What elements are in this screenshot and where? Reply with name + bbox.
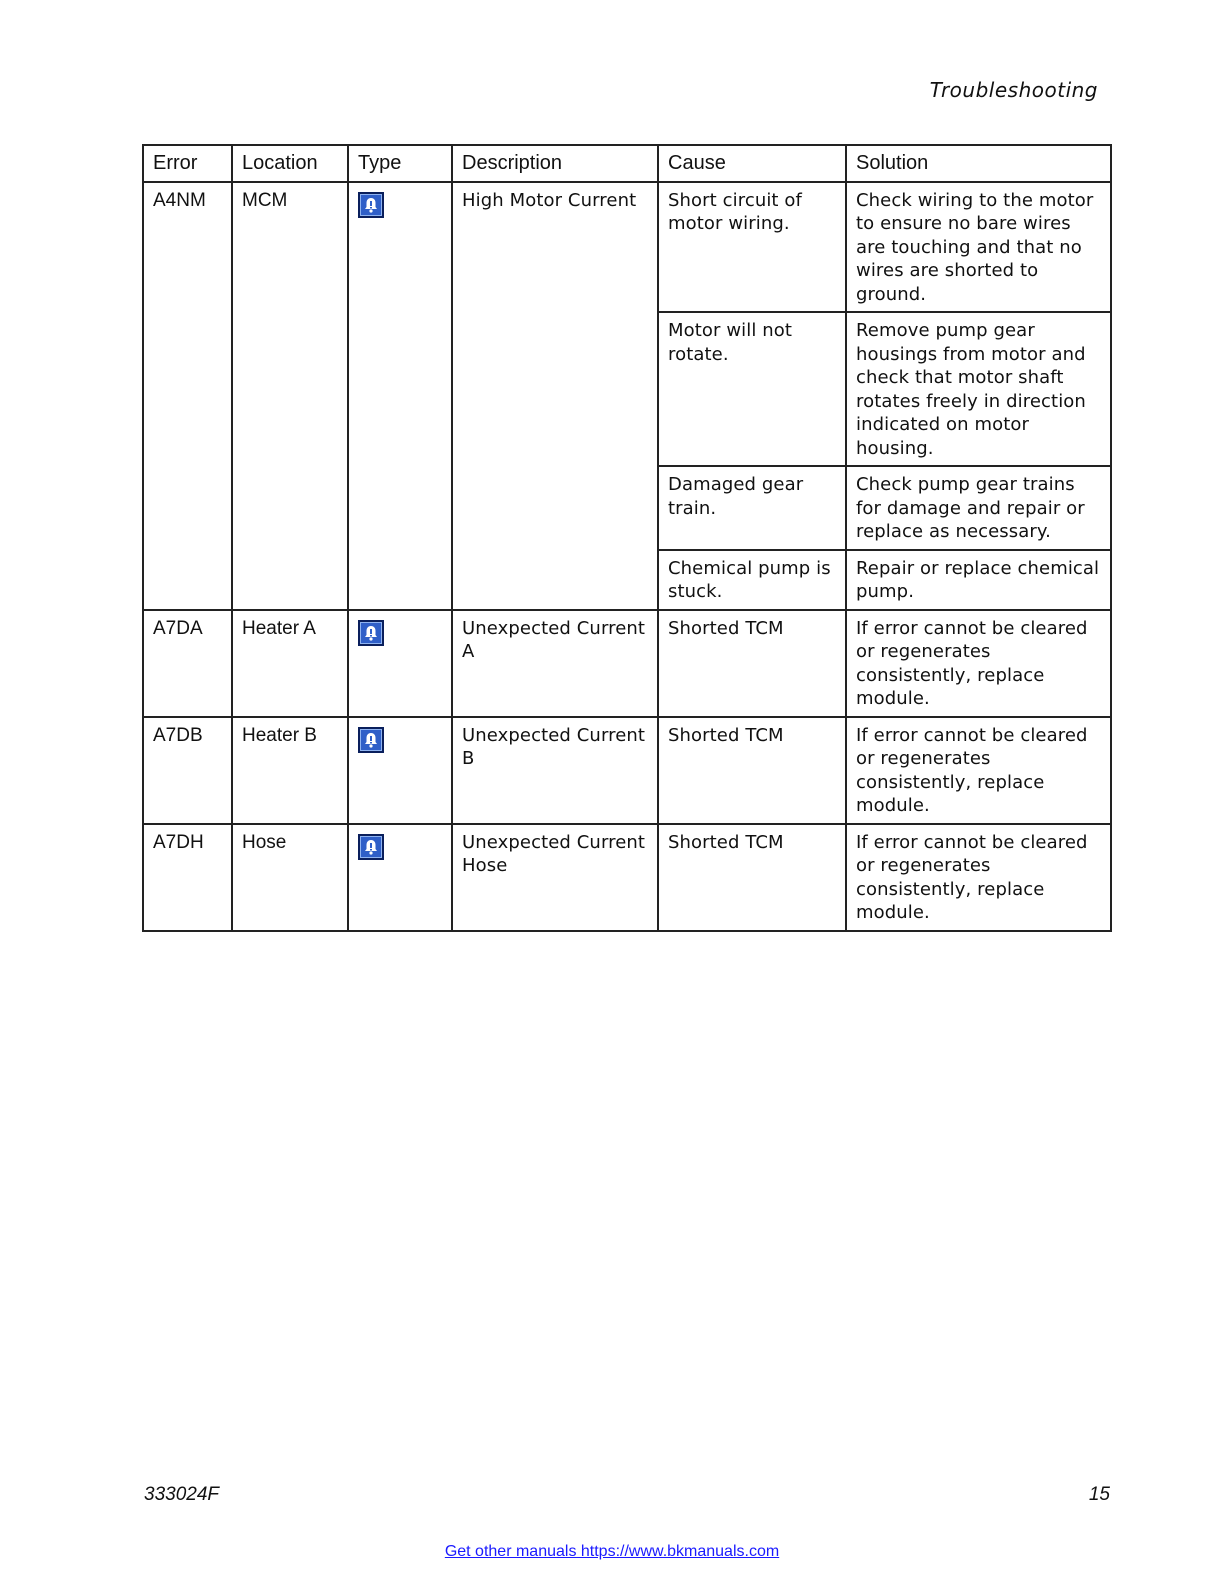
error-cause: Shorted TCM [658,824,846,931]
page-number: 15 [1088,1484,1110,1505]
alarm-icon [358,727,384,753]
error-location: Heater B [232,717,348,824]
error-cause: Shorted TCM [658,717,846,824]
page-section-title: Troubleshooting [929,78,1098,102]
error-type [348,717,452,824]
error-code: A7DB [143,717,232,824]
error-table [142,144,1112,932]
column-header-solution: Solution [846,145,1111,182]
error-code: A7DA [143,610,232,717]
error-description: High Motor Current [452,182,658,610]
table-row [143,824,1111,931]
footer-link-container [0,1543,1224,1561]
error-solution: Remove pump gear housings from motor and check that motor shaft rotates freely in direction indicated on motor housing. [846,312,1111,466]
alarm-icon [358,620,384,646]
table-header-row [143,145,1111,182]
table-row [143,182,1111,313]
error-type [348,182,452,610]
table-row [143,717,1111,824]
error-solution: Check wiring to the motor to ensure no bare wires are touching and that no wires are shorted to ground. [846,182,1111,313]
table-row [143,610,1111,717]
column-header-cause: Cause [658,145,846,182]
column-header-description: Description [452,145,658,182]
error-cause: Short circuit of motor wiring. [658,182,846,313]
error-cause: Chemical pump is stuck. [658,550,846,610]
error-solution: If error cannot be cleared or regenerates consistently, replace module. [846,610,1111,717]
error-type [348,824,452,931]
alarm-icon [358,834,384,860]
error-code: A4NM [143,182,232,610]
error-solution: Repair or replace chemical pump. [846,550,1111,610]
error-solution: If error cannot be cleared or regenerates consistently, replace module. [846,824,1111,931]
error-type [348,610,452,717]
error-solution: If error cannot be cleared or regenerates consistently, replace module. [846,717,1111,824]
manuals-link[interactable]: Get other manuals https://www.bkmanuals.com [444,1543,780,1560]
error-cause: Shorted TCM [658,610,846,717]
document-number: 333024F [144,1484,220,1505]
error-location: Heater A [232,610,348,717]
error-description: Unexpected Current B [452,717,658,824]
column-header-type: Type [348,145,452,182]
error-solution: Check pump gear trains for damage and repair or replace as necessary. [846,466,1111,550]
error-location: MCM [232,182,348,610]
column-header-location: Location [232,145,348,182]
error-description: Unexpected Current A [452,610,658,717]
alarm-icon [358,192,384,218]
error-location: Hose [232,824,348,931]
error-code: A7DH [143,824,232,931]
error-cause: Damaged gear train. [658,466,846,550]
column-header-error: Error [143,145,232,182]
error-cause: Motor will not rotate. [658,312,846,466]
error-description: Unexpected Current Hose [452,824,658,931]
